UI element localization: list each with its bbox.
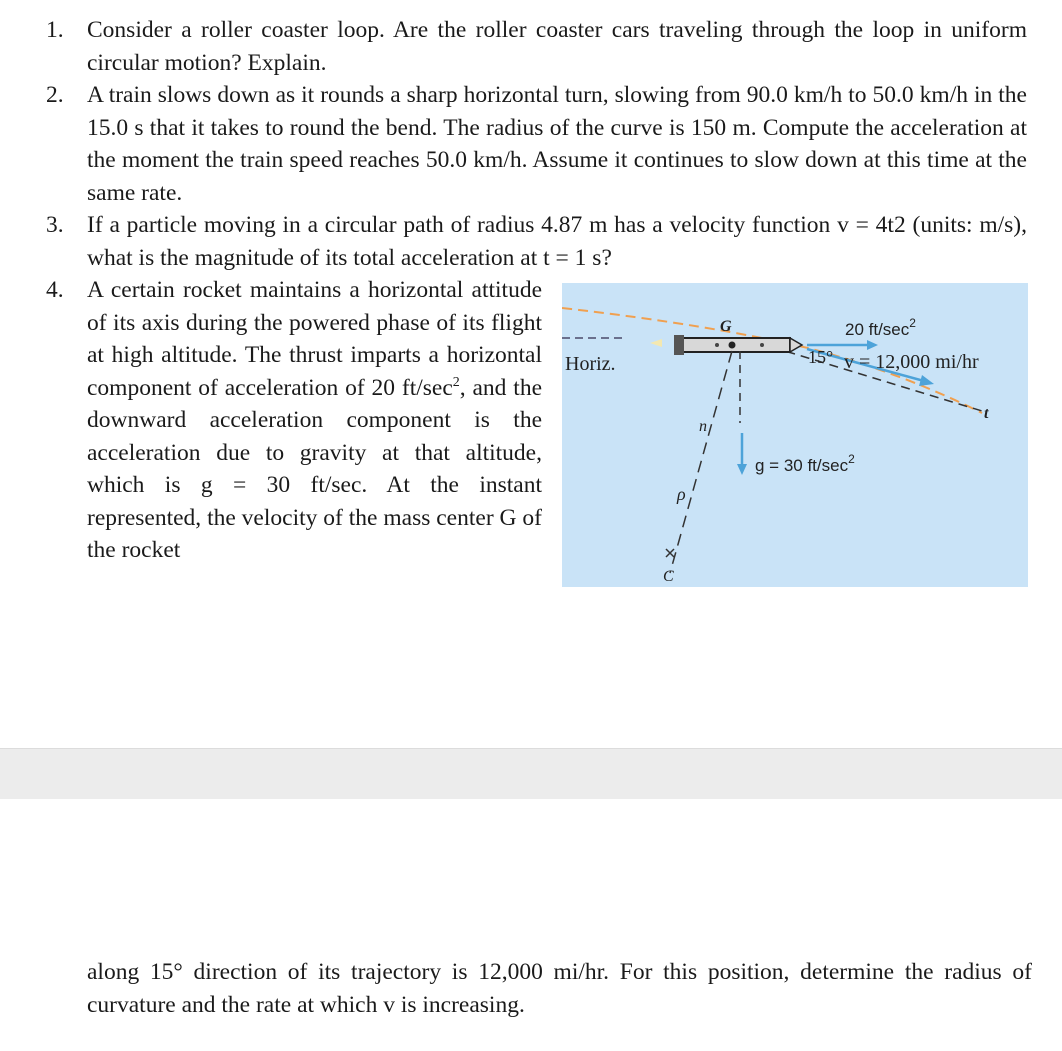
problem-text: A train slows down as it rounds a sharp horizontal turn, slowing from 90.0 km/h to 50.0 km/h in the 15.0 s that it takes to round the bend. The radius of the curve is 150 m. Compute the acceleration at the moment the train speed reaches 50.0 km/h. Assume it continues to slow down at this time at the same rate. bbox=[87, 82, 1027, 206]
label-velocity: v = 12,000 mi/hr bbox=[844, 351, 979, 373]
problem-3 bbox=[0, 209, 1062, 274]
label-rho: ρ bbox=[677, 484, 686, 504]
problem-text-part: , and the downward acceleration component is the acceleration due to gravity at that altitude, which is g = 30 ft/sec. At the instant represented, the velocity of the mass center G of the rocket bbox=[87, 374, 542, 563]
label-thrust-sup: 2 bbox=[909, 316, 916, 330]
problem-number: 2. bbox=[46, 82, 64, 108]
label-center: C bbox=[663, 568, 674, 585]
label-horiz: Horiz. bbox=[565, 353, 616, 375]
rocket-trajectory-diagram bbox=[562, 283, 1028, 587]
label-gravity-sup: 2 bbox=[848, 452, 855, 466]
superscript: 2 bbox=[452, 374, 460, 390]
label-angle: 15° bbox=[808, 347, 834, 367]
rocket-nozzle bbox=[674, 335, 684, 355]
label-tangent: t bbox=[984, 405, 989, 422]
rocket-rivet bbox=[760, 343, 764, 347]
label-thrust bbox=[845, 316, 916, 339]
problem-number: 4. bbox=[46, 277, 64, 303]
label-g-center: G bbox=[720, 318, 732, 335]
problem-number: 1. bbox=[46, 17, 64, 43]
problem-text bbox=[87, 274, 542, 567]
mass-center-dot bbox=[729, 342, 736, 349]
problem-number: 3. bbox=[46, 212, 64, 238]
problem-text: If a particle moving in a circular path of radius 4.87 m has a velocity function v = 4t2 (units: m/s), what is the magnitude of its total acceleration at t = 1 s? bbox=[87, 212, 1027, 271]
page-separator bbox=[0, 748, 1062, 799]
diagram-background bbox=[562, 283, 1028, 587]
rocket-rivet bbox=[715, 343, 719, 347]
label-gravity-value: g = 30 ft/sec bbox=[755, 456, 849, 475]
problem-4-continuation: along 15° direction of its trajectory is 12,000 mi/hr. For this position, determine the radius of curvature and the rate at which v is increasing. bbox=[87, 959, 1032, 1018]
label-gravity bbox=[755, 452, 855, 475]
label-thrust-value: 20 ft/sec bbox=[845, 320, 910, 339]
problem-1 bbox=[0, 14, 1062, 79]
problem-text-part: A certain rocket maintains a horizontal attitude of its axis during the powered phase of its flight at high altitude. The thrust imparts a horizontal component of acceleration of 20 ft/sec bbox=[87, 277, 542, 401]
problem-2 bbox=[0, 79, 1062, 209]
label-normal: n bbox=[699, 418, 707, 435]
problem-text: Consider a roller coaster loop. Are the roller coaster cars traveling through the loop in uniform circular motion? Explain. bbox=[87, 17, 1027, 76]
